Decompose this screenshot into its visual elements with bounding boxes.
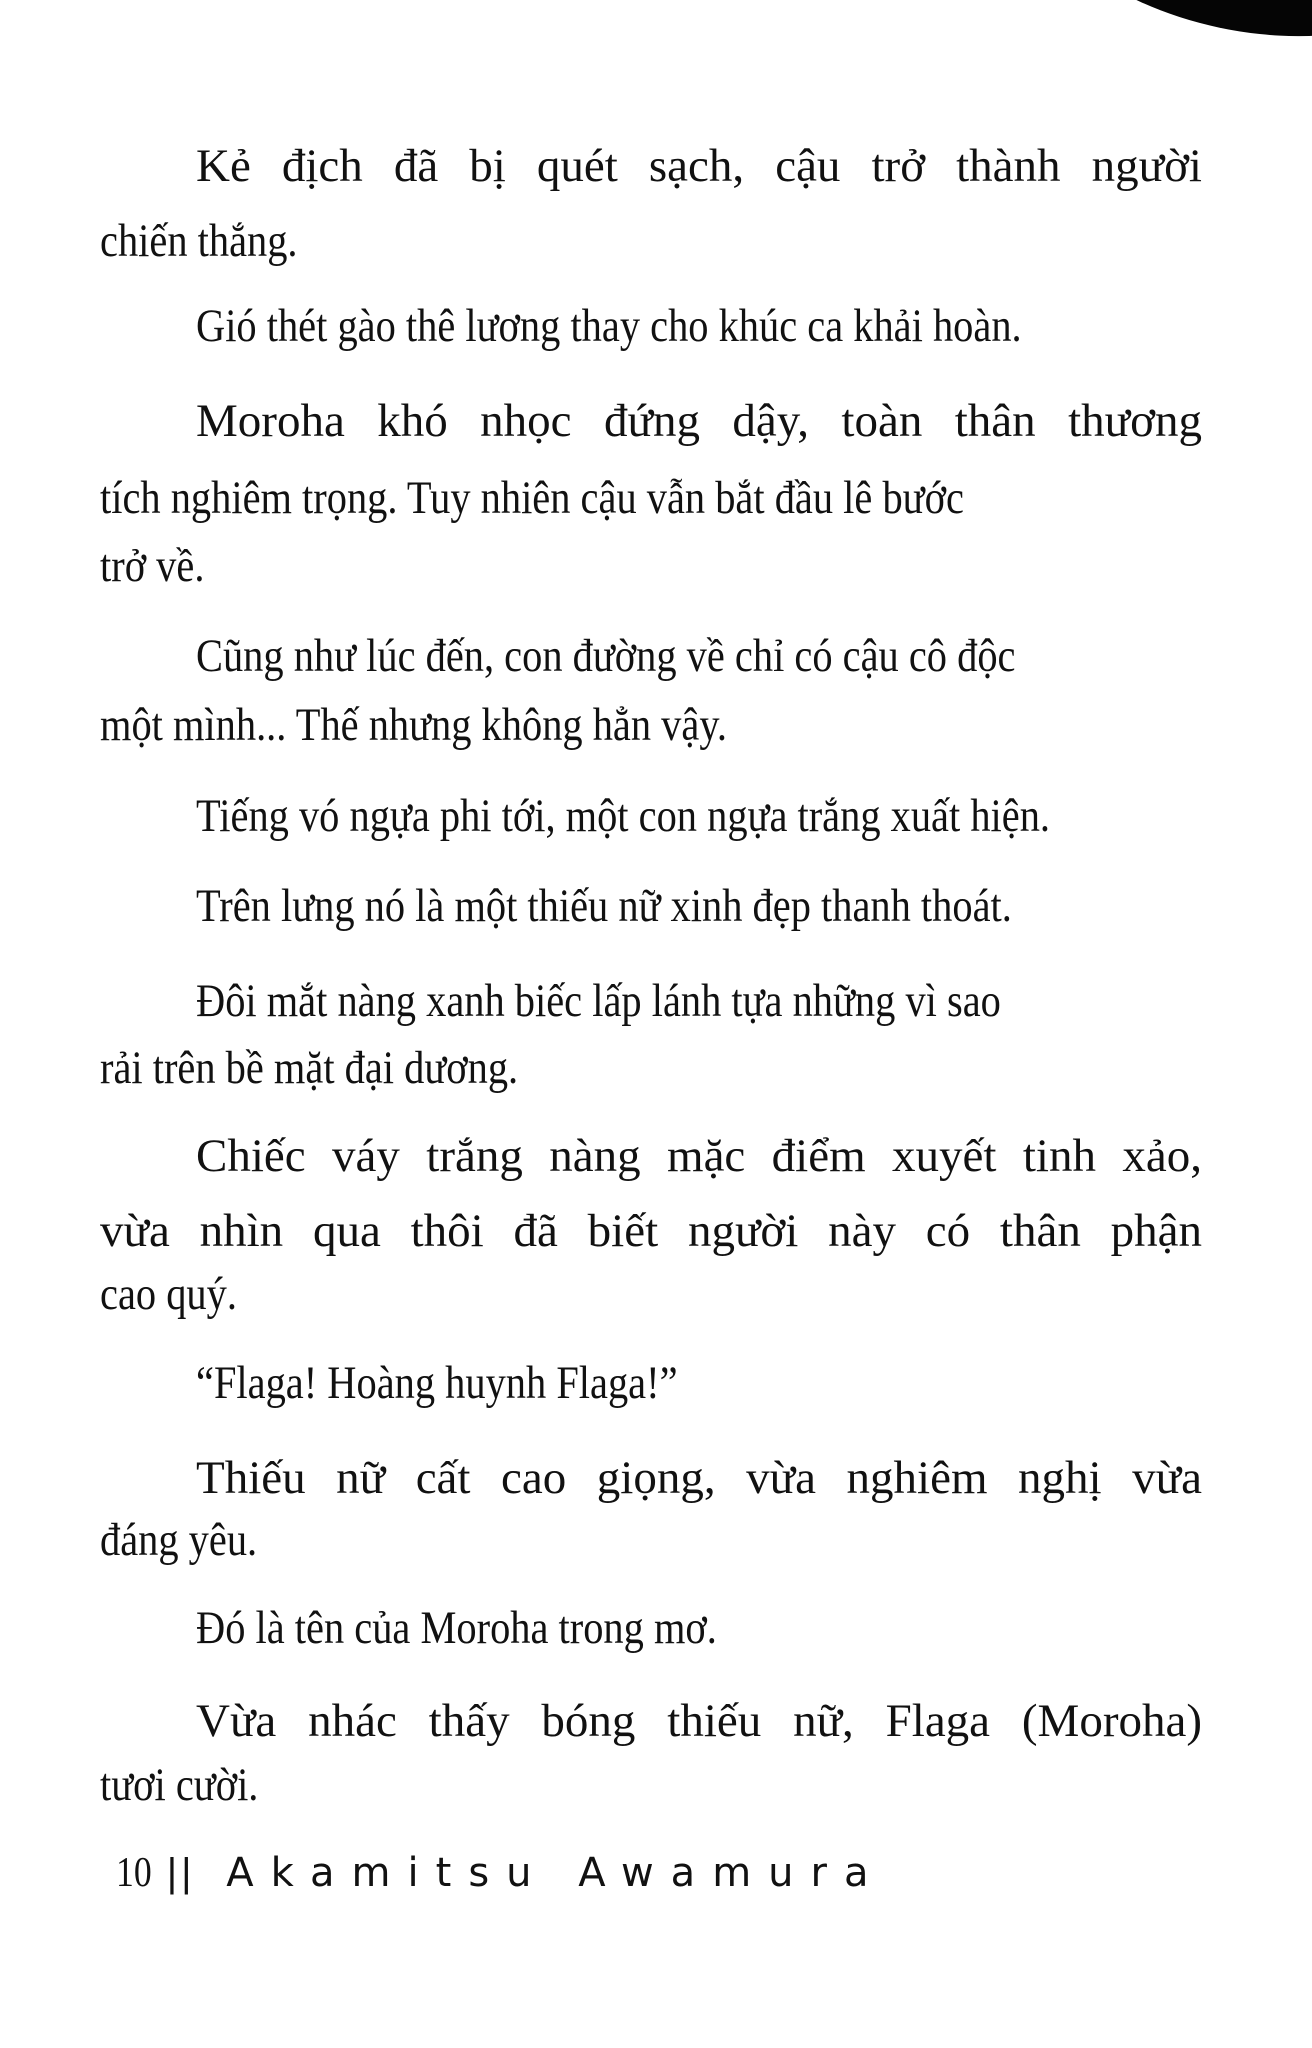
page-footer bbox=[116, 1852, 885, 1894]
author-name: Akamitsu Awamura bbox=[226, 1850, 886, 1896]
paragraph-7-line-1: Đôi mắt nàng xanh biếc lấp lánh tựa những vì sao bbox=[196, 975, 1001, 1027]
paragraph-10-line-2: đáng yêu. bbox=[100, 1514, 258, 1566]
paragraph-4-line-2: một mình... Thế nhưng không hẳn vậy. bbox=[100, 699, 728, 751]
paragraph-8-line-1: Chiếc váy trắng nàng mặc điểm xuyết tinh xảo, bbox=[196, 1130, 1202, 1182]
paragraph-1-line-1: Kẻ địch đã bị quét sạch, cậu trở thành người bbox=[196, 140, 1202, 192]
paragraph-12-line-2: tươi cười. bbox=[100, 1759, 259, 1811]
paragraph-8-line-2: vừa nhìn qua thôi đã biết người này có thân phận bbox=[100, 1205, 1202, 1257]
paragraph-3-line-1: Moroha khó nhọc đứng dậy, toàn thân thương bbox=[196, 395, 1202, 447]
paragraph-2-line-1: Gió thét gào thê lương thay cho khúc ca khải hoàn. bbox=[196, 300, 1022, 352]
paragraph-10-line-1: Thiếu nữ cất cao giọng, vừa nghiêm nghị vừa bbox=[196, 1452, 1202, 1504]
paragraph-9-line-1: “Flaga! Hoàng huynh Flaga!” bbox=[196, 1357, 678, 1409]
paragraph-11-line-1: Đó là tên của Moroha trong mơ. bbox=[196, 1602, 717, 1654]
paragraph-3-line-3: trở về. bbox=[100, 540, 205, 592]
paragraph-1-line-2: chiến thắng. bbox=[100, 215, 298, 267]
paragraph-4-line-1: Cũng như lúc đến, con đường về chỉ có cậu cô độc bbox=[196, 630, 1016, 682]
paragraph-7-line-2: rải trên bề mặt đại dương. bbox=[100, 1042, 519, 1094]
paragraph-12-line-1: Vừa nhác thấy bóng thiếu nữ, Flaga (Moroha) bbox=[196, 1695, 1202, 1747]
page-number: 10 bbox=[116, 1850, 152, 1896]
paragraph-5-line-1: Tiếng vó ngựa phi tới, một con ngựa trắng xuất hiện. bbox=[196, 790, 1051, 842]
page-corner-shadow bbox=[1014, 0, 1312, 71]
paragraph-6-line-1: Trên lưng nó là một thiếu nữ xinh đẹp thanh thoát. bbox=[196, 880, 1012, 932]
paragraph-3-line-2: tích nghiêm trọng. Tuy nhiên cậu vẫn bắt đầu lê bước bbox=[100, 472, 964, 524]
footer-separator: || bbox=[166, 1851, 196, 1895]
paragraph-8-line-3: cao quý. bbox=[100, 1268, 237, 1320]
